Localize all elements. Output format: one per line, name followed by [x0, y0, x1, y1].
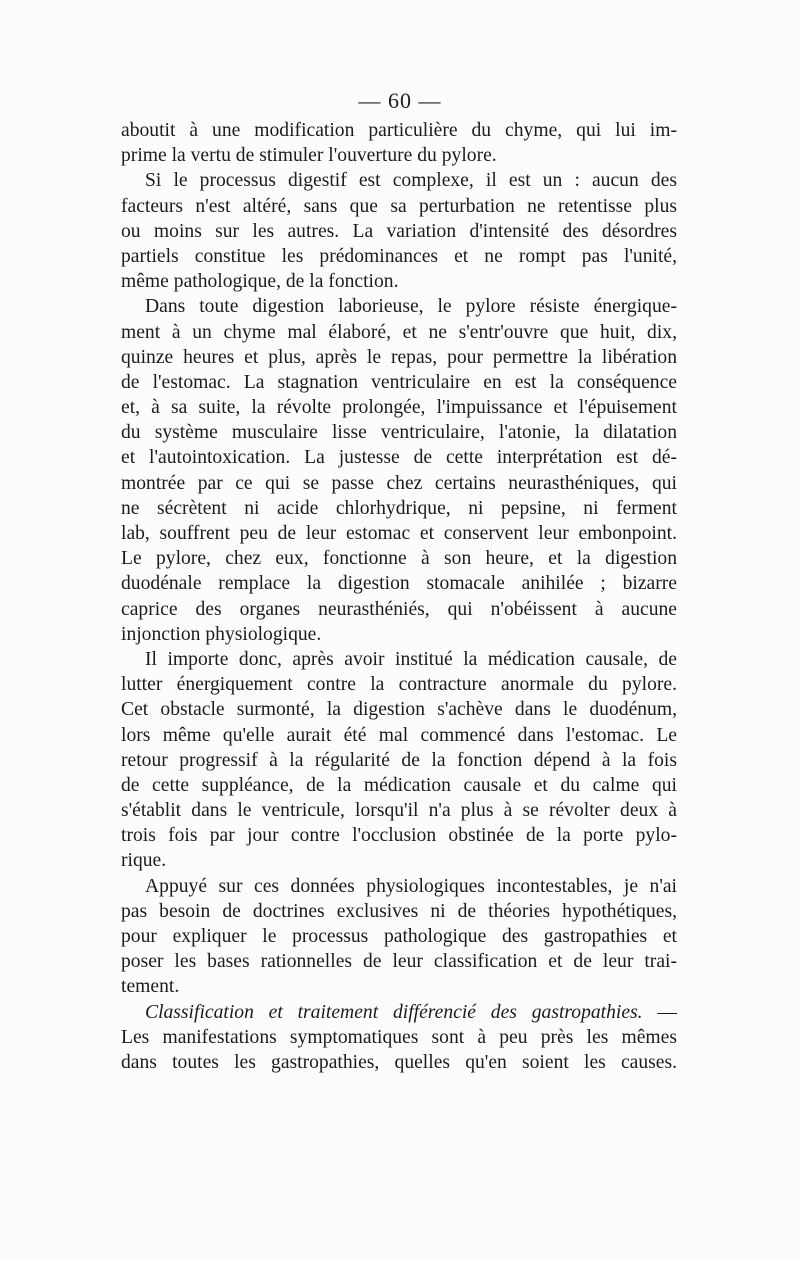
- paragraph-start-line: Il importe donc, après avoir institué la médication causale, de: [145, 648, 677, 670]
- text-line: de l'estomac. La stagnation ventriculaire en est la conséquence: [121, 371, 677, 393]
- text-line: duodénale remplace la digestion stomacale anihilée ; bizarre: [121, 573, 677, 595]
- text-line: lab, souffrent peu de leur estomac et conservent leur embonpoint.: [121, 523, 677, 544]
- paragraph-start-line: Si le processus digestif est complexe, il est un : aucun des: [145, 170, 677, 192]
- text-line: trois fois par jour contre l'occlusion obstinée de la porte pylo-: [121, 825, 677, 847]
- text-line: montrée par ce qui se passe chez certains neurasthéniques, qui: [121, 472, 677, 494]
- text-line: prime la vertu de stimuler l'ouverture du pylore.: [121, 145, 497, 167]
- text-line: poser les bases rationnelles de leur classification et de leur trai-: [121, 951, 677, 973]
- heading-dash: —: [642, 1001, 677, 1023]
- text-line: facteurs n'est altéré, sans que sa perturbation ne retentisse plus: [121, 195, 677, 217]
- text-line: injonction physiologique.: [121, 623, 322, 645]
- text-line: Le pylore, chez eux, fonctionne à son heure, et la digestion: [121, 548, 677, 570]
- text-line: ne sécrètent ni acide chlorhydrique, ni pepsine, ni ferment: [121, 497, 677, 519]
- text-line: partiels constitue les prédominances et ne rompt pas l'unité,: [121, 245, 677, 267]
- text-line: de cette suppléance, de la médication causale et du calme qui: [121, 774, 677, 796]
- body-text: [121, 118, 677, 1075]
- text-line: rique.: [121, 850, 167, 872]
- text-line: pas besoin de doctrines exclusives ni de théories hypothétiques,: [121, 900, 677, 922]
- paragraph-start-line: Dans toute digestion laborieuse, le pylore résiste énergique-: [145, 296, 677, 318]
- text-line: lors même qu'elle aurait été mal commencé dans l'estomac. Le: [121, 724, 677, 746]
- text-line: aboutit à une modification particulière du chyme, qui lui im-: [121, 120, 677, 141]
- text-line: du système musculaire lisse ventriculaire, l'atonie, la dilatation: [121, 422, 677, 444]
- section-heading: Classification et traitement différencié des gastropathies.: [145, 1001, 643, 1023]
- text-line: lutter énergiquement contre la contracture anormale du pylore.: [121, 674, 677, 696]
- text-line: Les manifestations symptomatiques sont à peu près les mêmes: [121, 1026, 677, 1048]
- paragraph-start-line: Appuyé sur ces données physiologiques incontestables, je n'ai: [145, 875, 677, 897]
- text-line: ment à un chyme mal élaboré, et ne s'entr'ouvre que huit, dix,: [121, 321, 677, 343]
- text-line: et, à sa suite, la révolte prolongée, l'impuissance et l'épuisement: [121, 397, 677, 419]
- text-line: s'établit dans le ventricule, lorsqu'il n'a plus à se révolter deux à: [121, 800, 677, 822]
- page-number: — 60 —: [358, 88, 442, 113]
- text-line: caprice des organes neurasthéniés, qui n'obéissent à aucune: [121, 598, 677, 620]
- text-line: et l'autointoxication. La justesse de cette interprétation est dé-: [121, 447, 677, 469]
- text-line: tement.: [121, 976, 180, 998]
- text-line: pour expliquer le processus pathologique des gastropathies et: [121, 926, 677, 947]
- text-line: quinze heures et plus, après le repas, pour permettre la libération: [121, 346, 677, 368]
- section-heading-line: [121, 1000, 677, 1025]
- text-line: même pathologique, de la fonction.: [121, 271, 399, 293]
- text-line: ou moins sur les autres. La variation d'intensité des désordres: [121, 220, 677, 242]
- text-line: dans toutes les gastropathies, quelles qu'en soient les causes.: [121, 1051, 677, 1073]
- text-line: Cet obstacle surmonté, la digestion s'achève dans le duodénum,: [121, 699, 677, 721]
- text-line: retour progressif à la régularité de la fonction dépend à la fois: [121, 749, 677, 771]
